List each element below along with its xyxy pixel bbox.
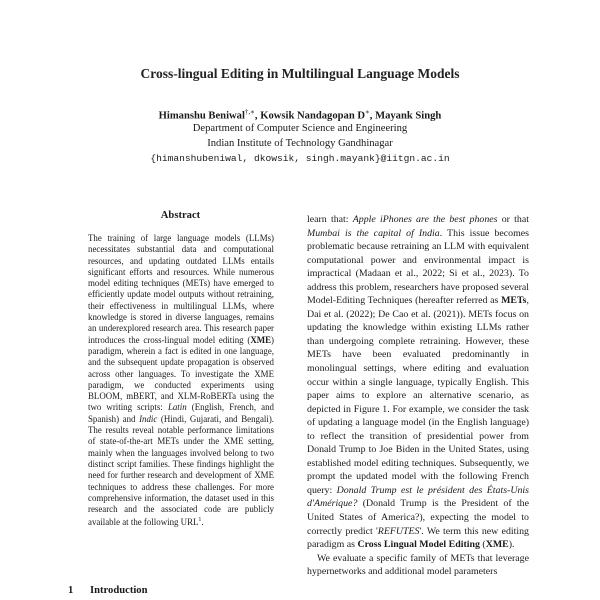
section-heading-introduction — [68, 585, 148, 596]
term-mets: METs — [501, 295, 527, 307]
text-run: . This issue becomes problematic because retraining an LLM with equivalent computational power and environmental impact is impractical (Madaan et al., 2022; Si et al., 2023). To address this problem, researchers have proposed several Model-Editing Techniques (hereafter referred as — [307, 227, 529, 307]
author-name: , Mayank Singh — [369, 110, 442, 122]
label-refutes: REFUTES — [377, 525, 420, 537]
text-run: ). — [508, 539, 515, 551]
abstract-run: (English, French, and Spanish) and — [88, 402, 274, 424]
abstract-run: (Hindi, Gujarati, and Bengali). The results reveal notable performance limitations of state-of-the-art METs under the XME setting, mainly when the languages involved belong to two distinct script families. These findings highlight the need for further research and development of XME techniques to address these challenges. For more comprehensive information, the dataset used in this research and the associated code are publicly available at the following URL — [88, 413, 274, 528]
abstract-latin-term: Latin — [167, 402, 187, 413]
french-query: Donald Trump est le président des États-Unis d'Amérique? — [307, 484, 529, 510]
intro-paragraph-2: We evaluate a specific family of METs that leverage hypernetworks and additional model parameters — [307, 552, 529, 578]
right-column-text — [307, 213, 529, 579]
text-run: learn that: — [307, 214, 353, 225]
text-run: '. We term this new editing paradigm as — [307, 525, 529, 551]
intro-paragraph — [307, 213, 529, 552]
author-mark: ∗ — [365, 108, 370, 116]
abstract-heading: Abstract — [160, 210, 201, 221]
example-phrase: Apple iPhones are the best phones — [352, 214, 498, 225]
author-emails: {himanshubeniwal, dkowsik, singh.mayank}@iitgn.ac.in — [150, 153, 450, 164]
example-phrase: Mumbai is the capital of India — [307, 227, 440, 239]
affiliation-department: Department of Computer Science and Engineering — [192, 123, 408, 134]
text-run: , Dai et al. (2022); De Cao et al. (2021)). METs focus on updating the knowledge within existing LLMs rather than undergoing complete retraining. However, these METs have been evaluated predominantly in monolingual settings, where editing and evaluation occur within a single language, typically English. This paper aims to explore an alternative scenario, as depicted in Figure 1. For example, we consider the task of updating a language model (in the English language) to reflect the transition of presidential power from Donald Trump to Joe Biden in the United States, using established model editing techniques. Subsequently, we prompt the updated model with the following French query: — [307, 295, 529, 496]
abstract-run: . — [201, 517, 204, 528]
section-title: Introduction — [90, 585, 148, 596]
text-run: or that — [497, 214, 529, 225]
term-cross-lingual-editing: Cross Lingual Model Editing — [357, 539, 480, 551]
author-name: Himanshu Beniwal — [158, 110, 245, 122]
author-name: , Kowsik Nandagopan D — [254, 110, 366, 122]
paper-title: Cross-lingual Editing in Multilingual Language Models — [140, 66, 460, 81]
text-run: (Donald Trump is the President of the United States of America?), expecting the model to correctly predict ' — [307, 498, 529, 537]
author-list — [0, 108, 600, 122]
section-number: 1 — [68, 585, 74, 596]
author-mark: †,∗ — [244, 108, 255, 116]
affiliation-institute: Indian Institute of Technology Gandhinagar — [207, 138, 393, 149]
term-xme: XME — [485, 539, 509, 551]
abstract-xme-term: XME — [250, 334, 272, 345]
abstract-indic-term: Indic — [139, 413, 158, 424]
abstract-text — [88, 233, 274, 529]
footnote-marker[interactable]: 1 — [198, 517, 202, 524]
abstract-run: The training of large language models (LLMs) necessitates substantial data and computational resources, and updating outdated LLMs entails significant efforts and resources. While numerous model editing techniques (METs) have emerged to efficiently update model outputs without retraining, their effectiveness in multilingual LLMs, where knowledge is stored in diverse languages, remains an underexplored research area. This research paper introduces the cross-lingual model editing ( — [88, 233, 274, 345]
text-run: ( — [479, 539, 486, 551]
abstract-run: ) paradigm, wherein a fact is edited in one language, and the subsequent update propagation is observed across other languages. To investigate the XME paradigm, we conducted experiments using BLOOM, mBERT, and XLM-RoBERTa using the two writing scripts: — [88, 334, 274, 413]
